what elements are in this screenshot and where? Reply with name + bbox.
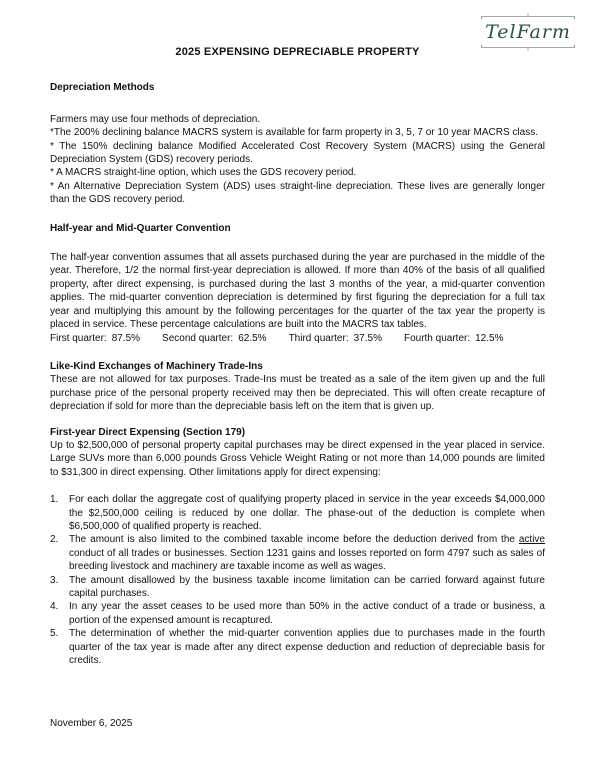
list-item [50,493,545,533]
section-179-intro: Up to $2,500,000 of personal property capital purchases may be direct expensed in the year placed in service. Large SUVs more than 6,000 pounds Gross Vehicle Weight Rating or not more than 14,000 pounds are limited to $31,300 in direct expensing. Other limitations apply for direct expensing: [50,439,545,478]
list-item-segment: conduct of all trades or businesses. Section 1231 gains and losses reported on form 4797 such as sales of breeding livestock and machinery are taxable income as well as wages. [69,547,545,573]
list-item-segment: The determination of whether the mid-quarter convention applies due to purchases made in the fourth quarter of the tax year is made after any direct expense deduction and reduction of depreciable basis for credits. [69,628,545,667]
method-line: Farmers may use four methods of depreciation. [50,113,261,125]
quarter-value: 37.5% [353,332,382,344]
list-item-text [69,493,545,533]
telfarm-logo [481,13,575,51]
quarter-label: Fourth quarter: [403,332,471,344]
quarter-percentages-row [50,332,545,345]
list-item-number: 2. [50,534,59,546]
method-line: * An Alternative Depreciation System (ADS) uses straight-line depreciation. These lives are generally longer than the GDS recovery period. [50,180,545,206]
footer-date: November 6, 2025 [50,718,133,730]
half-year-paragraph: The half-year convention assumes that all assets purchased during the year are purchased in the middle of the year. Therefore, 1/2 the normal first-year depreciation is allowed. If more than 40% of the basis of all qualified property, after direct expensing, is purchased during the last 3 months of the year, a mid-quarter convention applies. The mid-quarter convention depreciation is determined by first figuring the depreciation for a full tax year and multiplying this amount by the following percentages for the quarter of the tax year the property is placed in service. These percentage calculations are built into the MACRS tax tables. [50,252,545,331]
quarter-item [162,332,267,345]
section-179-limitations-list [50,493,545,667]
heading-section-179: First-year Direct Expensing (Section 179) [50,426,246,438]
quarter-item [289,332,382,345]
crop-mark-bottom-icon [481,44,575,51]
list-item-text [69,600,545,627]
list-item-number: 5. [50,628,59,640]
heading-half-year-convention: Half-year and Mid-Quarter Convention [50,222,231,234]
quarter-label: First quarter: [50,332,107,344]
quarter-value: 87.5% [111,332,141,344]
list-item-segment: The amount disallowed by the business taxable income limitation can be carried forward against future capital purchases. [69,574,545,599]
crop-mark-top-icon [481,13,575,20]
logo-text: TelFarm [485,21,571,43]
method-line: *The 200% declining balance MACRS system is available for farm property in 3, 5, 7 or 10 year MACRS class. [50,127,538,139]
heading-depreciation-methods: Depreciation Methods [50,82,155,94]
methods-lines [50,113,545,207]
list-item [50,574,545,601]
quarter-value: 12.5% [475,332,504,344]
like-kind-paragraph: These are not allowed for tax purposes. Trade-Ins must be treated as a sale of the item given up and the full purchase price of the personal property received may then be depreciated. This will often create recapture of depreciation if sold for more than the depreciable basis left on the item that is given up. [50,374,545,413]
list-item-segment: The amount is also limited to the combined taxable income before the deduction derived from the [69,534,519,546]
list-item-segment: In any year the asset ceases to be used more than 50% in the active conduct of a trade or business, a portion of the expensed amount is recaptured. [69,601,545,626]
list-item-segment: For each dollar the aggregate cost of qualifying property placed in service in the year exceeds $4,000,000 the $2,500,000 ceiling is reduced by one dollar. The phase-out of the deduction is complete when $6,500,000 of qualified property is reached. [69,494,545,532]
list-item-text [69,533,545,573]
method-line: * A MACRS straight-line option, which uses the GDS recovery period. [50,167,357,179]
list-item-segment: active [518,534,545,546]
method-line: * The 150% declining balance Modified Accelerated Cost Recovery System (MACRS) using the General Depreciation System (GDS) recovery periods. [50,140,545,166]
list-item [50,627,545,667]
quarter-value: 62.5% [238,332,267,344]
list-item [50,600,545,627]
list-item-number: 4. [50,601,59,613]
list-item-text [69,574,545,601]
quarter-item [50,332,140,345]
quarter-label: Third quarter: [288,332,349,344]
list-item-number: 3. [50,574,59,586]
heading-like-kind-exchanges: Like-Kind Exchanges of Machinery Trade-Ins [50,360,263,372]
list-item [50,533,545,573]
list-item-text [69,627,545,667]
quarter-label: Second quarter: [162,332,234,344]
list-item-number: 1. [50,494,59,506]
quarter-item [404,332,504,345]
page-title: 2025 EXPENSING DEPRECIABLE PROPERTY [175,46,420,58]
